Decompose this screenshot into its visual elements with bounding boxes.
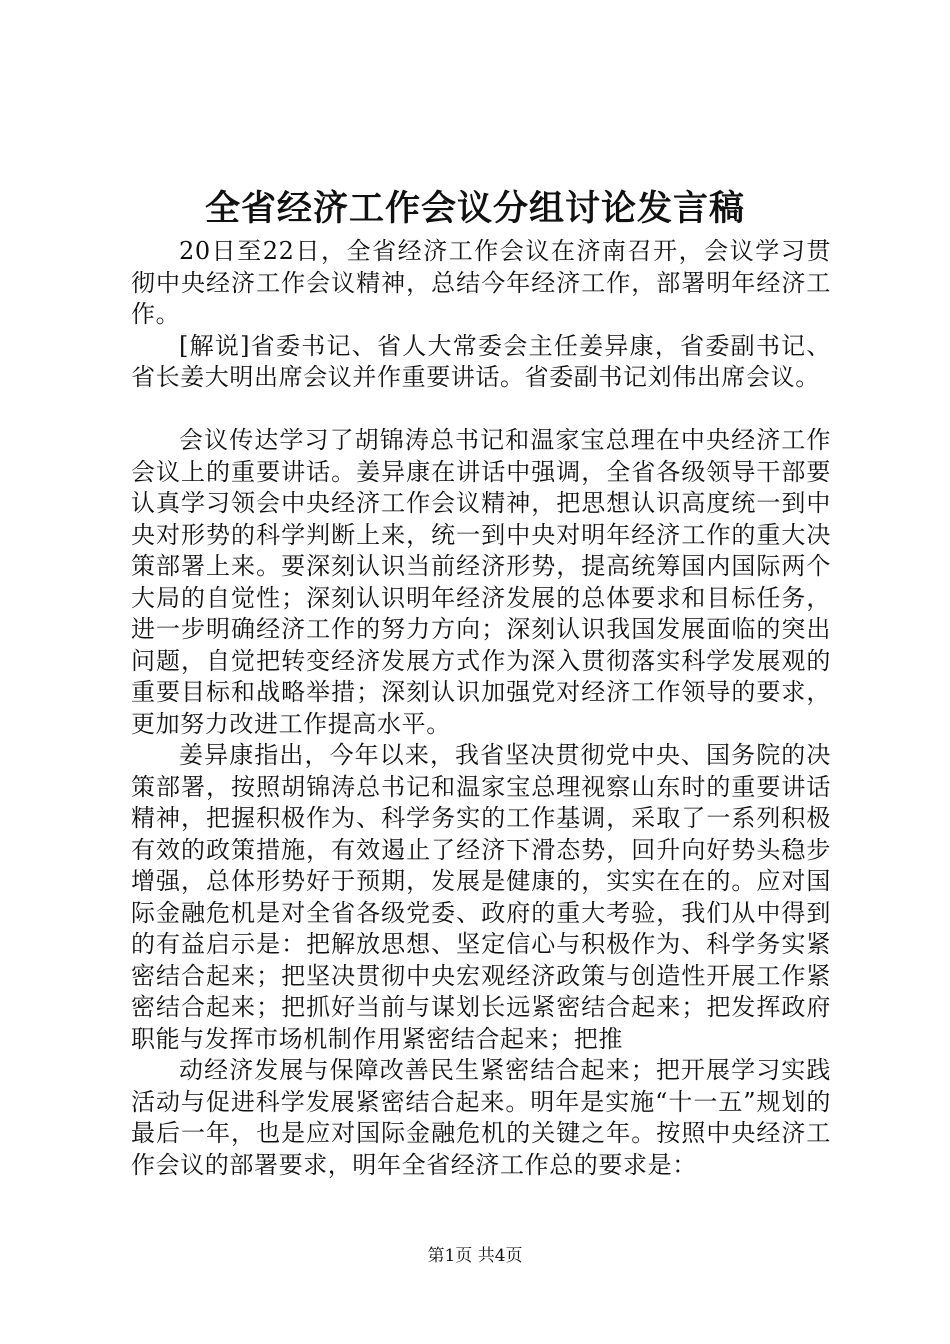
paragraph-3: 会议传达学习了胡锦涛总书记和温家宝总理在中央经济工作会议上的重要讲话。姜异康在讲话中强调，全省各级领导干部要认真学习领会中央经济工作会议精神，把思想认识高度统一到中央对形势的科学判断上来，统一到中央对明年经济工作的重大决策部署上来。要深刻认识当前经济形势，提高统筹国内国际两个大局的自觉性；深刻认识明年经济发展的总体要求和目标任务，进一步明确经济工作的努力方向；深刻认识我国发展面临的突出问题，自觉把转变经济发展方式作为深入贯彻落实科学发展观的重要目标和战略举措；深刻认识加强党对经济工作领导的要求，更加努力改进工作提高水平。: [131, 426, 831, 738]
paragraph-5: 动经济发展与保障改善民生紧密结合起来；把开展学习实践活动与促进科学发展紧密结合起来。明年是实施“十一五”规划的最后一年，也是应对国际金融危机的关键之年。按照中央经济工作会议的部署要求，明年全省经济工作总的要求是：: [131, 1056, 831, 1179]
paragraph-4: 姜异康指出，今年以来，我省坚决贯彻党中央、国务院的决策部署，按照胡锦涛总书记和温家宝总理视察山东时的重要讲话精神，把握积极作为、科学务实的工作基调，采取了一系列积极有效的政策措施，有效遏止了经济下滑态势，回升向好势头稳步增强，总体形势好于预期，发展是健康的，实实在在的。应对国际金融危机是对全省各级党委、政府的重大考验，我们从中得到的有益启示是：把解放思想、坚定信心与积极作为、科学务实紧密结合起来；把坚决贯彻中央宏观经济政策与创造性开展工作紧密结合起来；把抓好当前与谋划长远紧密结合起来；把发挥政府职能与发挥市场机制作用紧密结合起来；把推: [131, 741, 831, 1053]
paragraph-2: [解说]省委书记、省人大常委会主任姜异康，省委副书记、省长姜大明出席会议并作重要讲话。省委副书记刘伟出席会议。: [131, 331, 831, 391]
document-title: 全省经济工作会议分组讨论发言稿: [204, 188, 745, 229]
document-body: [131, 236, 831, 1181]
page-number-footer: 第1页 共4页: [427, 1246, 523, 1266]
paragraph-1: 20日至22日，全省经济工作会议在济南召开，会议学习贯彻中央经济工作会议精神，总结今年经济工作，部署明年经济工作。: [131, 237, 831, 328]
